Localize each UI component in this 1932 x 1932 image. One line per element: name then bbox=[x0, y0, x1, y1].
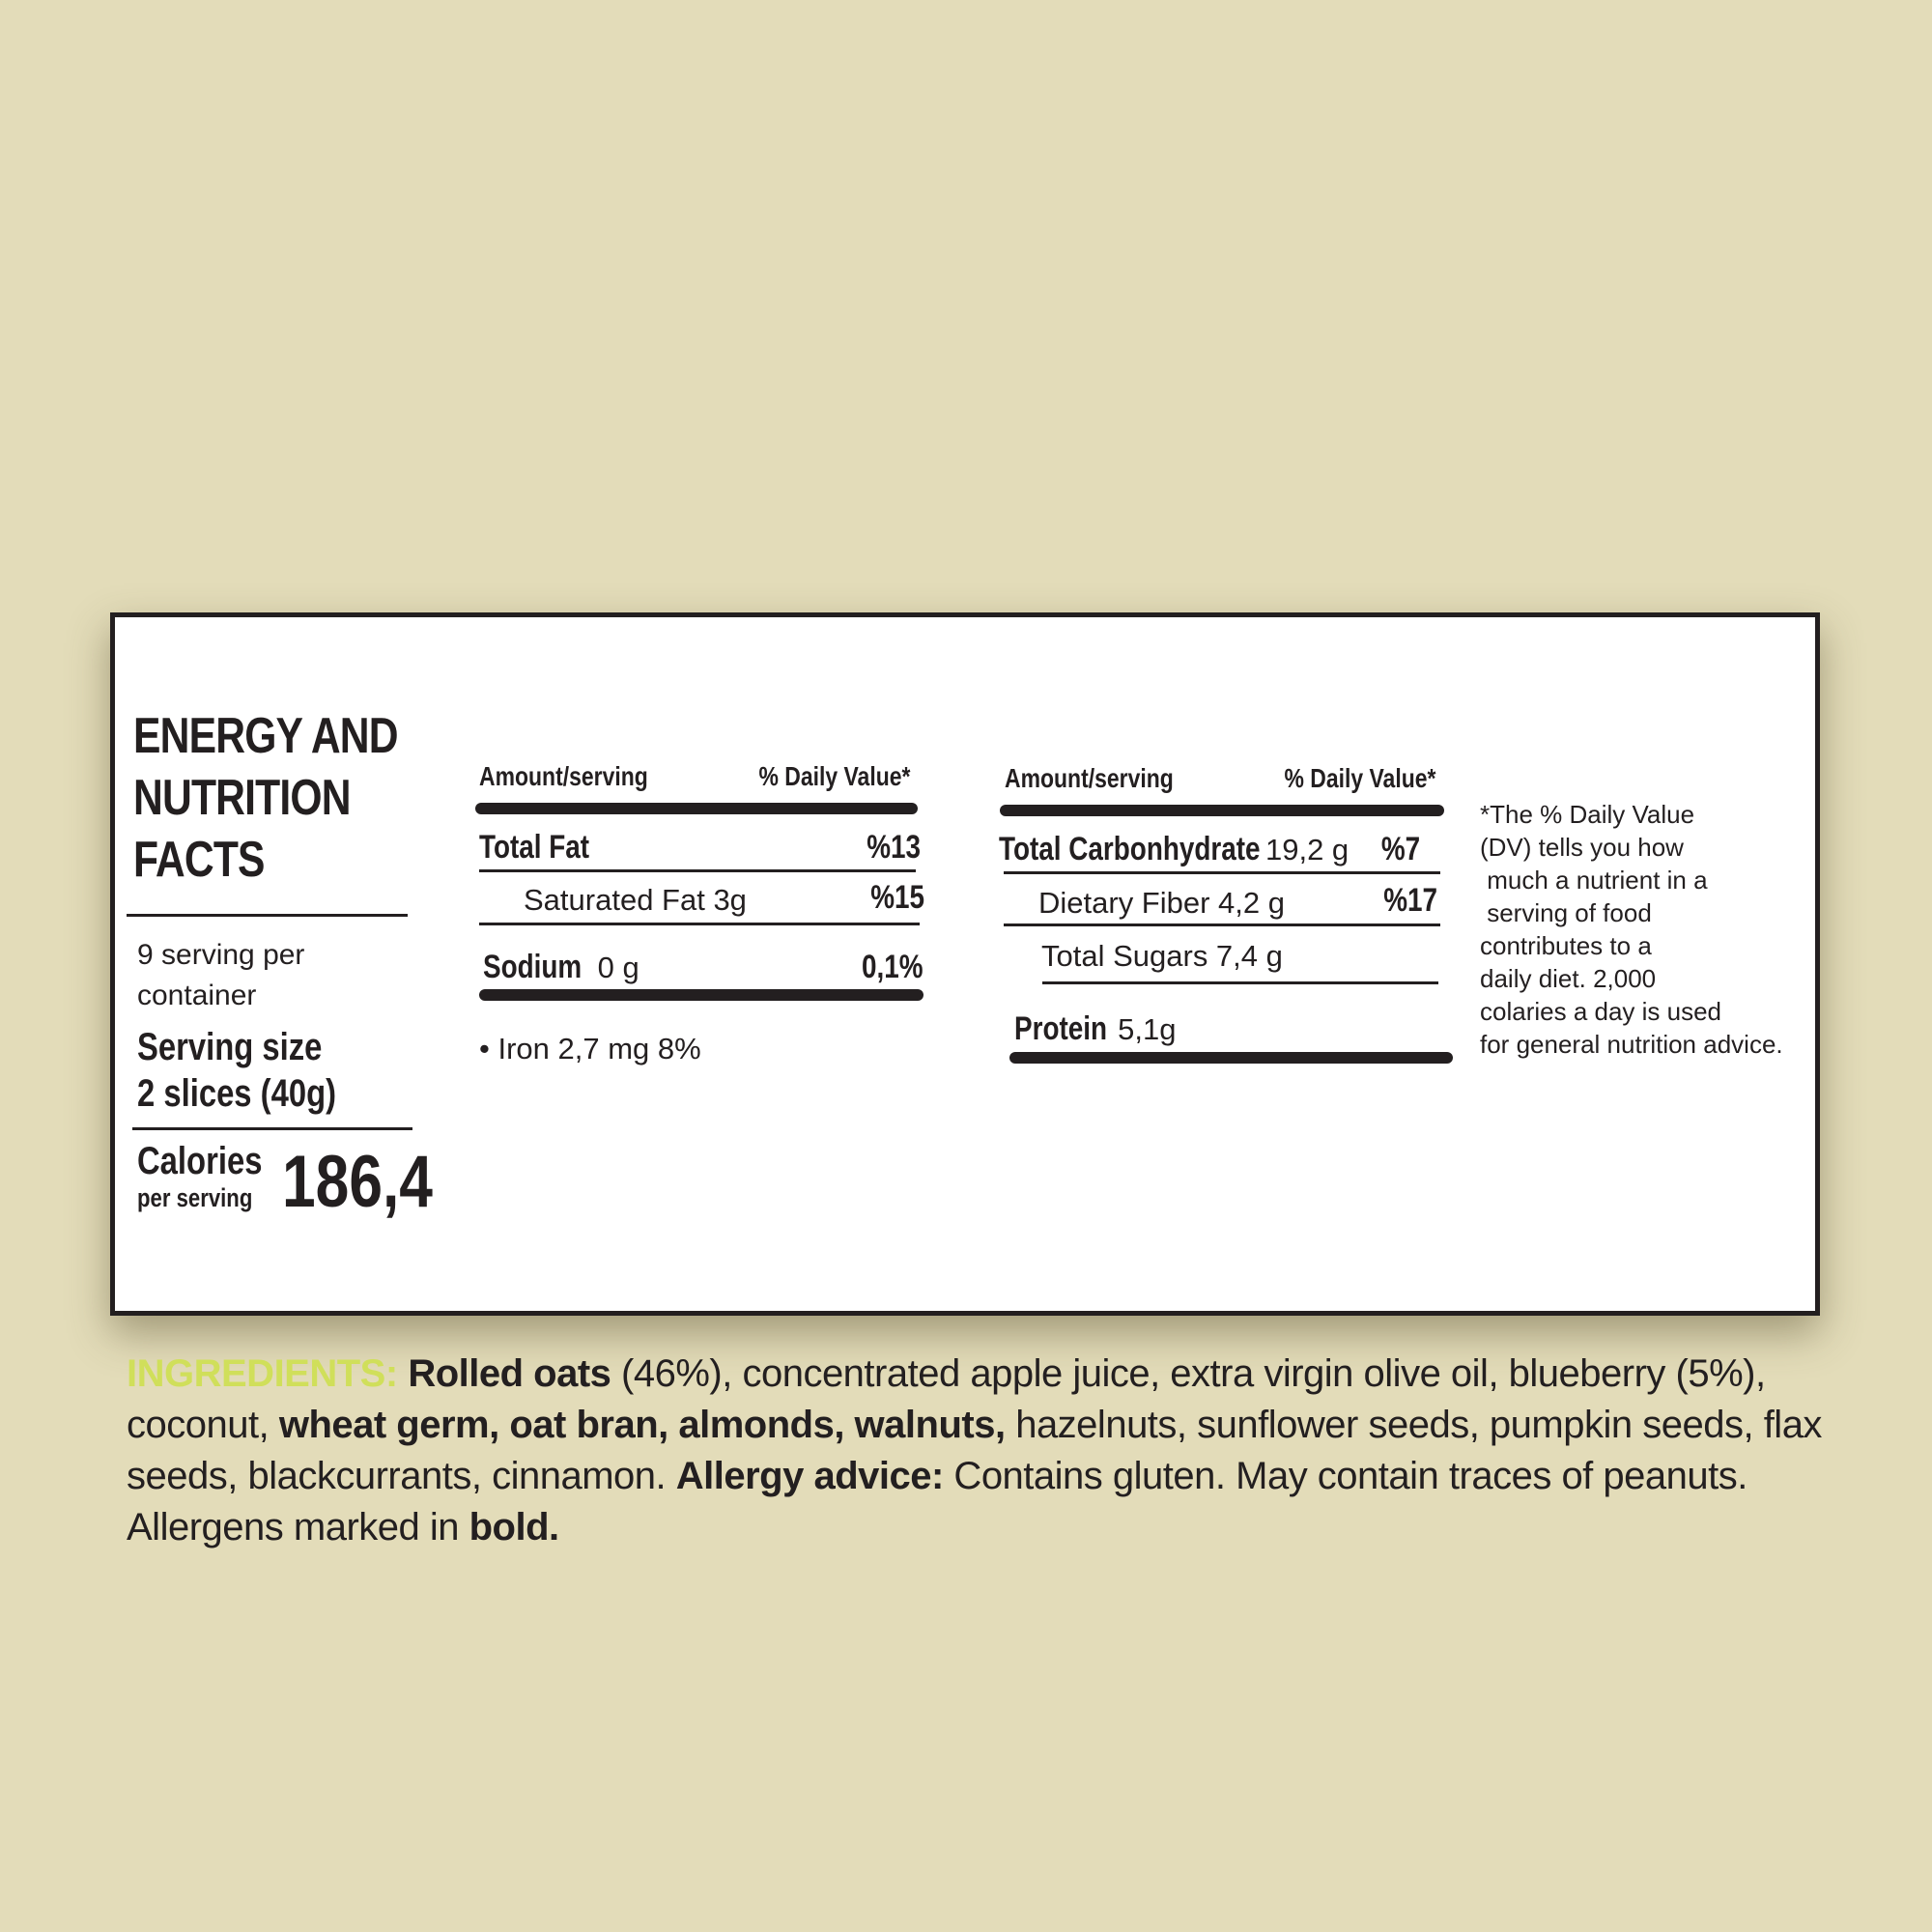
ingredient-text: Contains gluten. May contain traces of peanuts. Allergens marked in bbox=[127, 1455, 1747, 1548]
col1-header-dv: % Daily Value* bbox=[758, 761, 910, 791]
sodium-row bbox=[483, 949, 639, 986]
dietary-fiber-rule bbox=[1004, 923, 1440, 926]
title-divider bbox=[127, 914, 408, 917]
col2-header-amount: Amount/serving bbox=[1005, 763, 1174, 793]
serving-size-value: 2 slices (40g) bbox=[137, 1072, 337, 1115]
protein-amount: 5,1g bbox=[1118, 1012, 1177, 1046]
total-fat-label: Total Fat bbox=[479, 829, 590, 866]
title-line-3: FACTS bbox=[133, 832, 265, 888]
footnote-line: much a nutrient in a bbox=[1480, 866, 1708, 895]
total-fat-dv: %13 bbox=[867, 829, 921, 866]
dietary-fiber-label: Dietary Fiber 4,2 g bbox=[1038, 886, 1285, 920]
footnote-line: daily diet. 2,000 bbox=[1480, 964, 1657, 993]
title-line-2: NUTRITION bbox=[133, 770, 351, 826]
serving-size-label: Serving size bbox=[137, 1026, 323, 1068]
protein-label: Protein bbox=[1014, 1010, 1108, 1047]
ingredient-bold: bold. bbox=[469, 1506, 559, 1548]
servings-per-container-line2: container bbox=[137, 980, 257, 1011]
col1-thick-rule bbox=[475, 803, 918, 814]
carbohydrate-rule bbox=[1004, 871, 1440, 874]
carbohydrate-dv: %7 bbox=[1380, 831, 1420, 867]
total-fat-rule bbox=[479, 869, 916, 872]
carbohydrate-label: Total Carbonhydrate bbox=[999, 831, 1261, 867]
calories-per-serving: per serving bbox=[137, 1183, 253, 1212]
saturated-fat-rule bbox=[479, 923, 920, 925]
calories-value: 186,4 bbox=[282, 1141, 433, 1223]
footnote-line: serving of food bbox=[1480, 898, 1652, 927]
ingredient-bold: wheat germ, oat bran, almonds, walnuts, bbox=[278, 1404, 1006, 1446]
iron-line: • Iron 2,7 mg 8% bbox=[479, 1032, 701, 1065]
footnote-line: *The % Daily Value bbox=[1480, 800, 1695, 829]
saturated-fat-dv: %15 bbox=[870, 879, 924, 916]
ingredient-text: hazelnuts, sunflower seeds, pumpkin seeds, flax seeds, blackcurrants, cinnamon. bbox=[127, 1404, 1822, 1497]
footnote-line: (DV) tells you how bbox=[1480, 833, 1684, 862]
dietary-fiber-dv: %17 bbox=[1383, 882, 1437, 919]
footnote-line: colaries a day is used bbox=[1480, 997, 1722, 1026]
ingredients-text bbox=[127, 1349, 1827, 1553]
serving-divider bbox=[132, 1127, 412, 1130]
total-sugars-label: Total Sugars 7,4 g bbox=[1041, 939, 1283, 973]
protein-row bbox=[1014, 1010, 1176, 1048]
sodium-dv: 0,1% bbox=[861, 949, 923, 985]
ingredient-bold: Rolled oats bbox=[408, 1352, 611, 1395]
daily-value-footnote bbox=[1480, 798, 1808, 1061]
footnote-line: contributes to a bbox=[1480, 931, 1652, 960]
sodium-label: Sodium bbox=[483, 949, 582, 985]
col2-bottom-thick-rule bbox=[1009, 1052, 1453, 1064]
nutrition-title bbox=[133, 705, 398, 891]
ingredient-text: (46%), concentrated apple juice, extra virgin olive oil, blueberry (5%), coconut, bbox=[127, 1352, 1766, 1446]
ingredients-label: INGREDIENTS: bbox=[127, 1352, 398, 1395]
servings-per-container-line1: 9 serving per bbox=[137, 939, 305, 971]
carbohydrate-amount: 19,2 g bbox=[1264, 833, 1350, 867]
col1-bottom-thick-rule bbox=[479, 989, 923, 1001]
allergy-advice-label: Allergy advice: bbox=[675, 1455, 944, 1497]
footnote-line: for general nutrition advice. bbox=[1480, 1030, 1783, 1059]
col2-header-dv: % Daily Value* bbox=[1284, 763, 1435, 793]
sodium-amount: 0 g bbox=[597, 951, 639, 984]
saturated-fat-label: Saturated Fat 3g bbox=[524, 883, 747, 917]
total-sugars-rule bbox=[1042, 981, 1438, 984]
title-line-1: ENERGY AND bbox=[133, 708, 398, 764]
calories-label: Calories bbox=[137, 1140, 263, 1182]
col2-thick-rule bbox=[1000, 805, 1444, 816]
col1-header-amount: Amount/serving bbox=[479, 761, 648, 791]
carbohydrate-row bbox=[999, 831, 1349, 868]
